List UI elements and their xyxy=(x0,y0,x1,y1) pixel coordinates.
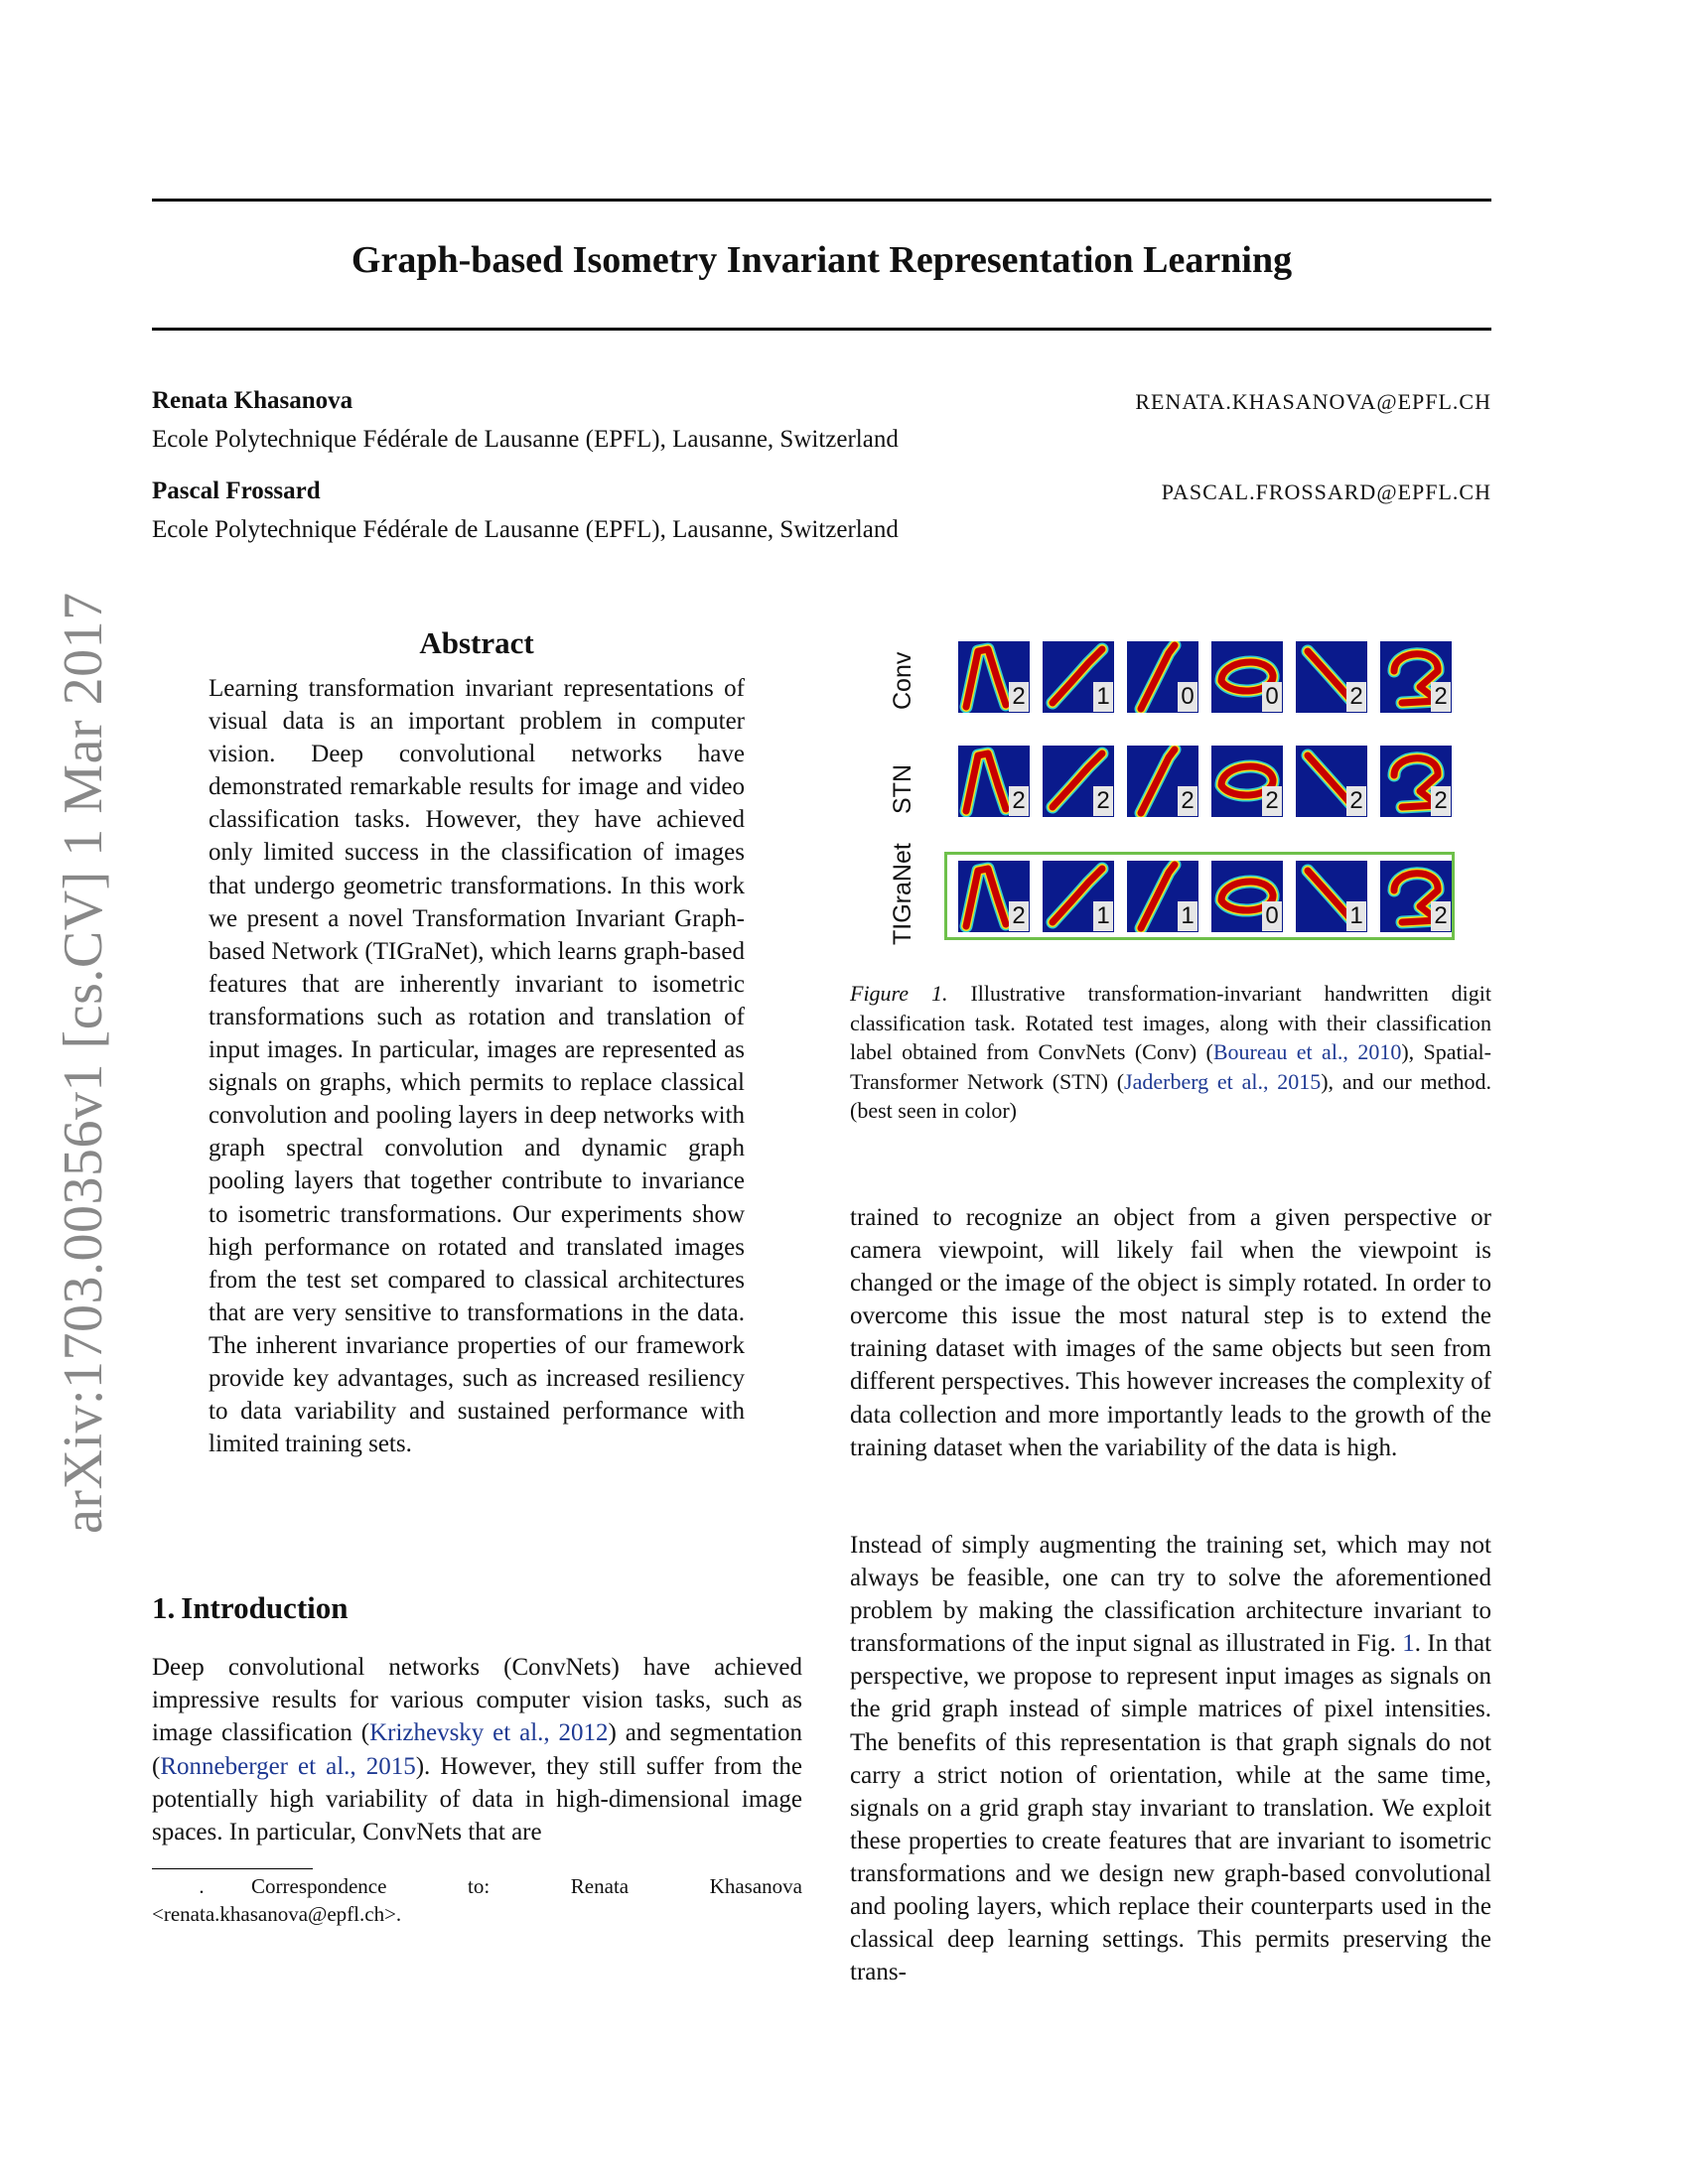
author-affiliation-2: Ecole Polytechnique Fédérale de Lausanne (EPFL), Lausanne, Switzerland xyxy=(152,516,899,543)
digit-tile xyxy=(1211,641,1283,713)
citation-ronneberger[interactable]: Ronneberger et al., 2015 xyxy=(160,1752,416,1780)
digit-tile xyxy=(1380,861,1452,932)
digit-tile xyxy=(1043,641,1114,713)
right-paragraph-1: trained to recognize an object from a given perspective or camera viewpoint, will likely fail when the viewpoint is changed or the image of the object is simply rotated. In order to overcome this issue the most natural step is to extend the training dataset with images of the same objects but seen from different perspectives. This however increases the complexity of data collection and more importantly leads to the growth of the training dataset when the variability of the data is high. xyxy=(850,1204,1491,1461)
predicted-label: 2 xyxy=(1346,786,1366,816)
figure-row-label-tigranet: TIGraNet xyxy=(889,843,916,945)
predicted-label: 2 xyxy=(1346,682,1366,712)
predicted-label: 2 xyxy=(1178,786,1197,816)
digit-tile xyxy=(1043,861,1114,932)
figure-caption xyxy=(850,979,1491,1126)
digit-tile xyxy=(1127,641,1198,713)
digit-tile xyxy=(958,746,1030,817)
author-email-1[interactable]: RENATA.KHASANOVA@EPFL.CH xyxy=(1135,389,1491,414)
predicted-label: 2 xyxy=(1009,682,1029,712)
digit-tile xyxy=(1211,861,1283,932)
caption-text-a: Illustrative transformation-invariant handwritten digit classification task. Rotated test images, along with their classification label obtained from ConvNets (Conv) ( xyxy=(850,981,1491,1064)
citation-boureau[interactable]: Boureau et al., 2010 xyxy=(1212,1039,1402,1064)
paper-title: Graph-based Isometry Invariant Representation Learning xyxy=(351,239,1293,281)
author-name-2: Pascal Frossard xyxy=(152,478,321,504)
title-top-rule xyxy=(152,199,1491,202)
digit-tile xyxy=(1127,861,1198,932)
footnote xyxy=(152,1872,802,1928)
section-number: 1. xyxy=(152,1590,176,1625)
author-email-2[interactable]: PASCAL.FROSSARD@EPFL.CH xyxy=(1161,479,1491,504)
intro-text-b: ) and segmentation ( xyxy=(152,1719,802,1780)
predicted-label: 1 xyxy=(1093,901,1113,931)
footnote-rule xyxy=(152,1868,313,1869)
title-bottom-rule xyxy=(152,328,1491,331)
digit-stroke xyxy=(1141,645,1175,709)
footnote-text: Correspondence to: Renata Khasanova <renata.khasanova@epfl.ch>. xyxy=(152,1874,802,1926)
right-text-b: . In that perspective, we propose to represent input images as signals on the grid graph instead of simple matrices of pixel intensities. The benefits of this representation is that graph signals do not carry a strict notion of orientation, while at the same time, signals on a grid graph stay invariant to translation. We exploit these properties to create features that are invariant to isometric transformations and we design new graph-based convolutional and pooling layers, which replace their counterparts used in the classical deep learning settings. This permits preserving the trans- xyxy=(850,1630,1491,1986)
predicted-label: 2 xyxy=(1431,682,1451,712)
predicted-label: 2 xyxy=(1093,786,1113,816)
author-name-1: Renata Khasanova xyxy=(152,387,353,414)
intro-text-a: Deep convolutional networks (ConvNets) have achieved impressive results for various computer vision tasks, such as image classification ( xyxy=(152,1654,802,1747)
digit-tile xyxy=(1296,861,1367,932)
predicted-label: 2 xyxy=(1431,786,1451,816)
digit-tile xyxy=(1296,641,1367,713)
right-paragraph-2 xyxy=(850,1529,1491,1988)
figure-reference-link[interactable]: 1 xyxy=(1402,1630,1415,1658)
figure-row-label-conv: Conv xyxy=(889,651,916,710)
figure-caption-label: Figure 1. xyxy=(850,981,948,1006)
digit-stroke xyxy=(1141,750,1175,813)
digit-tile xyxy=(958,641,1030,713)
section-heading-introduction xyxy=(152,1590,349,1626)
citation-jaderberg[interactable]: Jaderberg et al., 2015 xyxy=(1124,1068,1322,1094)
predicted-label: 1 xyxy=(1178,901,1197,931)
digit-stroke xyxy=(1141,865,1175,928)
predicted-label: 0 xyxy=(1262,682,1282,712)
citation-krizhevsky[interactable]: Krizhevsky et al., 2012 xyxy=(369,1719,609,1747)
section-title: Introduction xyxy=(181,1590,349,1625)
footnote-mark: . xyxy=(199,1874,205,1898)
digit-tile xyxy=(1380,746,1452,817)
predicted-label: 2 xyxy=(1262,786,1282,816)
intro-text-c: ). However, they still suffer from the potentially high variability of data in high-dimensional image spaces. In particular, ConvNets that are xyxy=(152,1752,802,1846)
digit-tile xyxy=(1211,746,1283,817)
predicted-label: 1 xyxy=(1093,682,1113,712)
predicted-label: 0 xyxy=(1262,901,1282,931)
intro-paragraph-1 xyxy=(152,1651,802,1848)
abstract-heading: Abstract xyxy=(419,625,534,660)
predicted-label: 2 xyxy=(1009,901,1029,931)
abstract-text: Learning transformation invariant representations of visual data is an important problem in computer vision. Deep convolutional networks have demonstrated remarkable results for image and video classification tasks. However, they have achieved only limited success in the classification of images that undergo geometric transformations. In this work we present a novel Transformation Invariant Graph-based Network (TIGraNet), which learns graph-based features that are inherently invariant to isometric transformations such as rotation and translation of input images. In particular, images are represented as signals on graphs, which permits to replace classical convolution and pooling layers in deep networks with graph spectral convolution and dynamic graph pooling layers that together contribute to invariance to isometric transformations. Our experiments show high performance on rotated and translated images from the test set compared to classical architectures that are very sensitive to transformations in the data. The inherent invariance properties of our framework provide key advantages, such as increased resiliency to data variability and sustained performance with limited training sets. xyxy=(209,675,745,1458)
caption-text-c: ), and our method. (best seen in color) xyxy=(850,1068,1491,1123)
arxiv-identifier: arXiv:1703.00356v1 [cs.CV] 1 Mar 2017 xyxy=(53,592,114,1534)
right-text-a: Instead of simply augmenting the training set, which may not always be feasible, one can try to solve the aforementioned problem by making the classification architecture invariant to transformations of the input signal as illustrated in Fig. xyxy=(850,1532,1491,1658)
digit-tile xyxy=(1380,641,1452,713)
digit-tile xyxy=(1296,746,1367,817)
digit-tile xyxy=(1127,746,1198,817)
author-affiliation-1: Ecole Polytechnique Fédérale de Lausanne (EPFL), Lausanne, Switzerland xyxy=(152,426,899,453)
predicted-label: 1 xyxy=(1346,901,1366,931)
digit-tile xyxy=(958,861,1030,932)
predicted-label: 2 xyxy=(1431,901,1451,931)
figure-row-label-stn: STN xyxy=(889,764,916,814)
digit-tile xyxy=(1043,746,1114,817)
caption-text-b: ), Spatial-Transformer Network (STN) ( xyxy=(850,1039,1491,1094)
predicted-label: 0 xyxy=(1178,682,1197,712)
predicted-label: 2 xyxy=(1009,786,1029,816)
